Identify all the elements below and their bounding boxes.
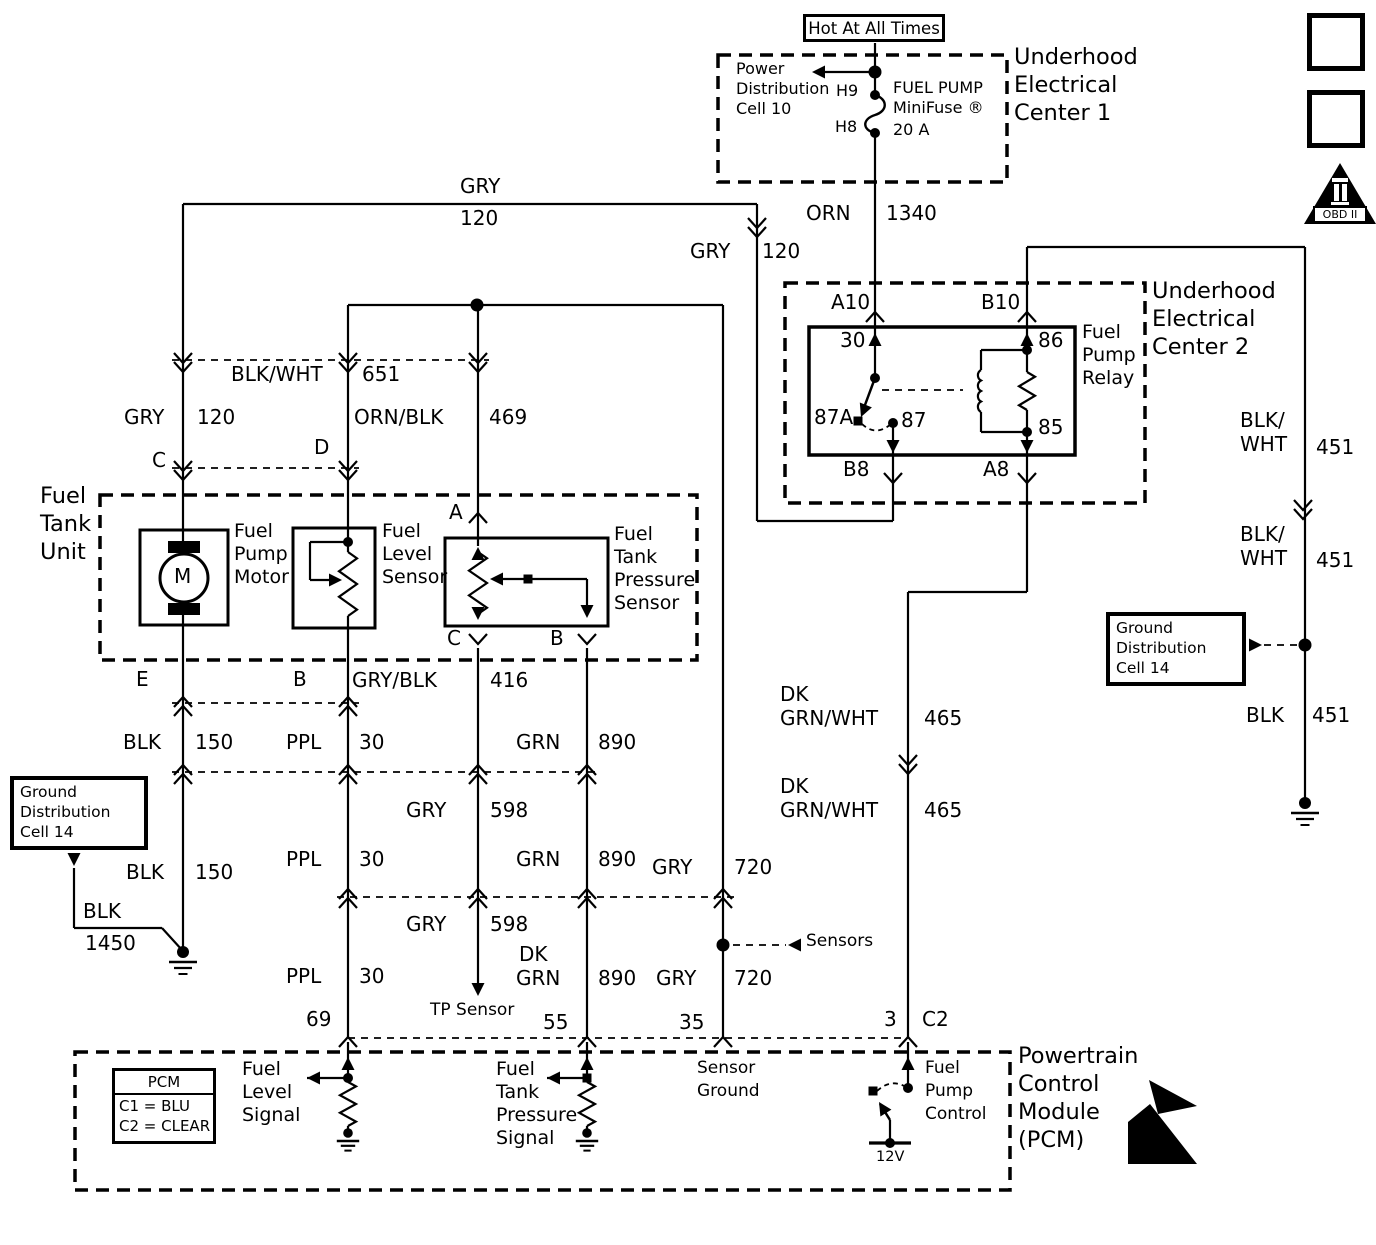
label-30-78: 30 (359, 730, 385, 754)
label-center-2-19: Center 2 (1152, 334, 1250, 360)
label-module-124: Module (1018, 1099, 1100, 1125)
label-fuel-63: Fuel (614, 523, 653, 545)
gcell-left-line3: Cell 14 (20, 823, 74, 841)
label-dk-40: DK (780, 682, 809, 706)
pcm-legend-c2: C2 = CLEAR (119, 1117, 211, 1135)
label-30-22: 30 (840, 328, 866, 352)
label-control-123: Control (1018, 1071, 1100, 1097)
label-underhood-14: Underhood (1014, 44, 1138, 70)
label-pressure-65: Pressure (614, 569, 696, 591)
label-ppl-98: PPL (286, 964, 322, 988)
label-gry-blk-73: GRY/BLK (352, 668, 438, 692)
label-dk-95: DK (519, 942, 548, 966)
label-relay-31: Relay (1082, 367, 1135, 389)
label-12v-121: 12V (876, 1149, 905, 1165)
pcm-legend-title: PCM (115, 1071, 213, 1095)
ground-distribution-cell-14-left (10, 776, 148, 850)
label-87a-24: 87A (814, 405, 854, 429)
loc-badge-icon (1307, 13, 1365, 71)
label-120-47: 120 (197, 405, 236, 429)
ground-distribution-cell-14-right (1106, 612, 1246, 686)
label-orn-2: ORN (806, 201, 851, 225)
label-55-105: 55 (543, 1010, 569, 1034)
label-416-74: 416 (490, 668, 529, 692)
label-blk-91: BLK (83, 899, 121, 923)
label-150-84: 150 (195, 860, 234, 884)
gcell-right-line1: Ground (1116, 619, 1174, 637)
label-gry-89: GRY (652, 855, 693, 879)
label-ground-117: Ground (697, 1081, 760, 1101)
label-85-26: 85 (1038, 415, 1064, 439)
label-35-106: 35 (679, 1010, 705, 1034)
label-30-99: 30 (359, 964, 385, 988)
label-69-104: 69 (306, 1007, 332, 1031)
label-tank-55: Tank (40, 511, 92, 537)
label-150-76: 150 (195, 730, 234, 754)
label-unit-56: Unit (40, 539, 86, 565)
label-sensor-116: Sensor (697, 1058, 756, 1078)
label-598-94: 598 (490, 912, 529, 936)
label-distribution-7: Distribution (736, 79, 830, 98)
label-c-69: C (447, 626, 461, 650)
hot-at-all-times-label: Hot At All Times (808, 18, 940, 38)
label-control-120: Control (925, 1104, 987, 1124)
label-b-72: B (293, 667, 307, 691)
label-598-82: 598 (490, 798, 529, 822)
label-120-1: 120 (460, 206, 499, 230)
gcell-right-line3: Cell 14 (1116, 659, 1170, 677)
label-tank-113: Tank (496, 1081, 540, 1103)
label-fuel-57: Fuel (234, 520, 273, 542)
label-motor-59: Motor (234, 566, 289, 588)
label-pressure-114: Pressure (496, 1104, 578, 1126)
label-c-52: C (152, 448, 166, 472)
label-a-68: A (449, 500, 463, 524)
pcm-connector-legend-box (112, 1068, 216, 1144)
label-720-101: 720 (734, 966, 773, 990)
label-1450-92: 1450 (85, 931, 136, 955)
hot-at-all-times-box (803, 14, 945, 42)
label-a8-28: A8 (983, 457, 1010, 481)
label-gry-0: GRY (460, 174, 501, 198)
label-451-37: 451 (1316, 548, 1355, 572)
label-30-86: 30 (359, 847, 385, 871)
label-a10-20: A10 (831, 290, 871, 314)
label-blk-75: BLK (123, 730, 161, 754)
label-fuel-54: Fuel (40, 483, 87, 509)
label-b10-21: B10 (981, 290, 1021, 314)
label-blk-83: BLK (126, 860, 164, 884)
label-pump-30: Pump (1082, 344, 1136, 366)
label-tank-64: Tank (614, 546, 658, 568)
label-fuel-112: Fuel (496, 1058, 535, 1080)
label-wht-36: WHT (1240, 546, 1288, 570)
label-fuel-60: Fuel (382, 520, 421, 542)
label-grn-96: GRN (516, 966, 561, 990)
label-pump-119: Pump (925, 1081, 974, 1101)
label-20-a-13: 20 A (893, 120, 930, 139)
label-890-97: 890 (598, 966, 637, 990)
label-fuel-118: Fuel (925, 1058, 960, 1078)
label-ppl-85: PPL (286, 847, 322, 871)
label-651-49: 651 (362, 362, 401, 386)
label-blk--35: BLK/ (1240, 522, 1285, 546)
label-m-67: M (174, 564, 192, 588)
label-c2-108: C2 (922, 1007, 949, 1031)
label-electrical-18: Electrical (1152, 306, 1256, 332)
gcell-left-line1: Ground (20, 783, 78, 801)
label-blk-wht-48: BLK/WHT (231, 362, 323, 386)
label-level-110: Level (242, 1081, 293, 1103)
gcell-right-line2: Distribution (1116, 639, 1207, 657)
gcell-left-line2: Distribution (20, 803, 111, 821)
label-gry-93: GRY (406, 912, 447, 936)
label-gry-46: GRY (124, 405, 165, 429)
label-451-34: 451 (1316, 435, 1355, 459)
label-wht-33: WHT (1240, 432, 1288, 456)
label-gry-4: GRY (690, 239, 731, 263)
label-sensor-62: Sensor (382, 566, 448, 588)
label-grn-wht-44: GRN/WHT (780, 798, 879, 822)
label-powertrain-122: Powertrain (1018, 1043, 1139, 1069)
label-fuel-29: Fuel (1082, 321, 1121, 343)
label-720-90: 720 (734, 855, 773, 879)
label-dk-43: DK (780, 774, 809, 798)
label-e-71: E (136, 667, 149, 691)
label--pcm--125: (PCM) (1018, 1127, 1085, 1153)
label-cell-10-8: Cell 10 (736, 99, 792, 118)
pcm-legend-c1: C1 = BLU (119, 1097, 191, 1115)
label-465-45: 465 (924, 798, 963, 822)
label-469-51: 469 (489, 405, 528, 429)
label-blk--32: BLK/ (1240, 408, 1285, 432)
label-level-61: Level (382, 543, 433, 565)
obd2-badge-label: OBD II (1322, 208, 1358, 221)
label-gry-100: GRY (656, 966, 697, 990)
label-d-53: D (314, 435, 330, 459)
label-electrical-15: Electrical (1014, 72, 1118, 98)
label-blk-38: BLK (1246, 703, 1284, 727)
label-center-1-16: Center 1 (1014, 100, 1112, 126)
label-sensor-66: Sensor (614, 592, 680, 614)
label-451-39: 451 (1312, 703, 1351, 727)
label-tp-sensor-103: TP Sensor (430, 1000, 515, 1020)
label-grn-79: GRN (516, 730, 561, 754)
label-h9-9: H9 (836, 81, 859, 100)
label-h8-10: H8 (835, 117, 858, 136)
label-3-107: 3 (884, 1007, 897, 1031)
obd2-badge-icon (1313, 206, 1367, 223)
main-badge-icon (1307, 90, 1365, 148)
label-pump-58: Pump (234, 543, 288, 565)
label-grn-87: GRN (516, 847, 561, 871)
label-power-6: Power (736, 59, 785, 78)
label-signal-111: Signal (242, 1104, 301, 1126)
label-gry-81: GRY (406, 798, 447, 822)
label-fuel-109: Fuel (242, 1058, 281, 1080)
label-890-80: 890 (598, 730, 637, 754)
label-underhood-17: Underhood (1152, 278, 1276, 304)
label-signal-115: Signal (496, 1127, 555, 1149)
label-b8-27: B8 (843, 457, 870, 481)
label-fuel-pump-11: FUEL PUMP (893, 78, 983, 97)
label-465-42: 465 (924, 706, 963, 730)
label-orn-blk-50: ORN/BLK (354, 405, 444, 429)
label-minifuse--12: MiniFuse ® (893, 98, 984, 117)
label-87-25: 87 (901, 408, 927, 432)
label-sensors-102: Sensors (806, 931, 874, 951)
label-86-23: 86 (1038, 328, 1064, 352)
label-grn-wht-41: GRN/WHT (780, 706, 879, 730)
label-ppl-77: PPL (286, 730, 322, 754)
label-b-70: B (550, 626, 564, 650)
label-120-5: 120 (762, 239, 801, 263)
label-890-88: 890 (598, 847, 637, 871)
label-1340-3: 1340 (886, 201, 937, 225)
